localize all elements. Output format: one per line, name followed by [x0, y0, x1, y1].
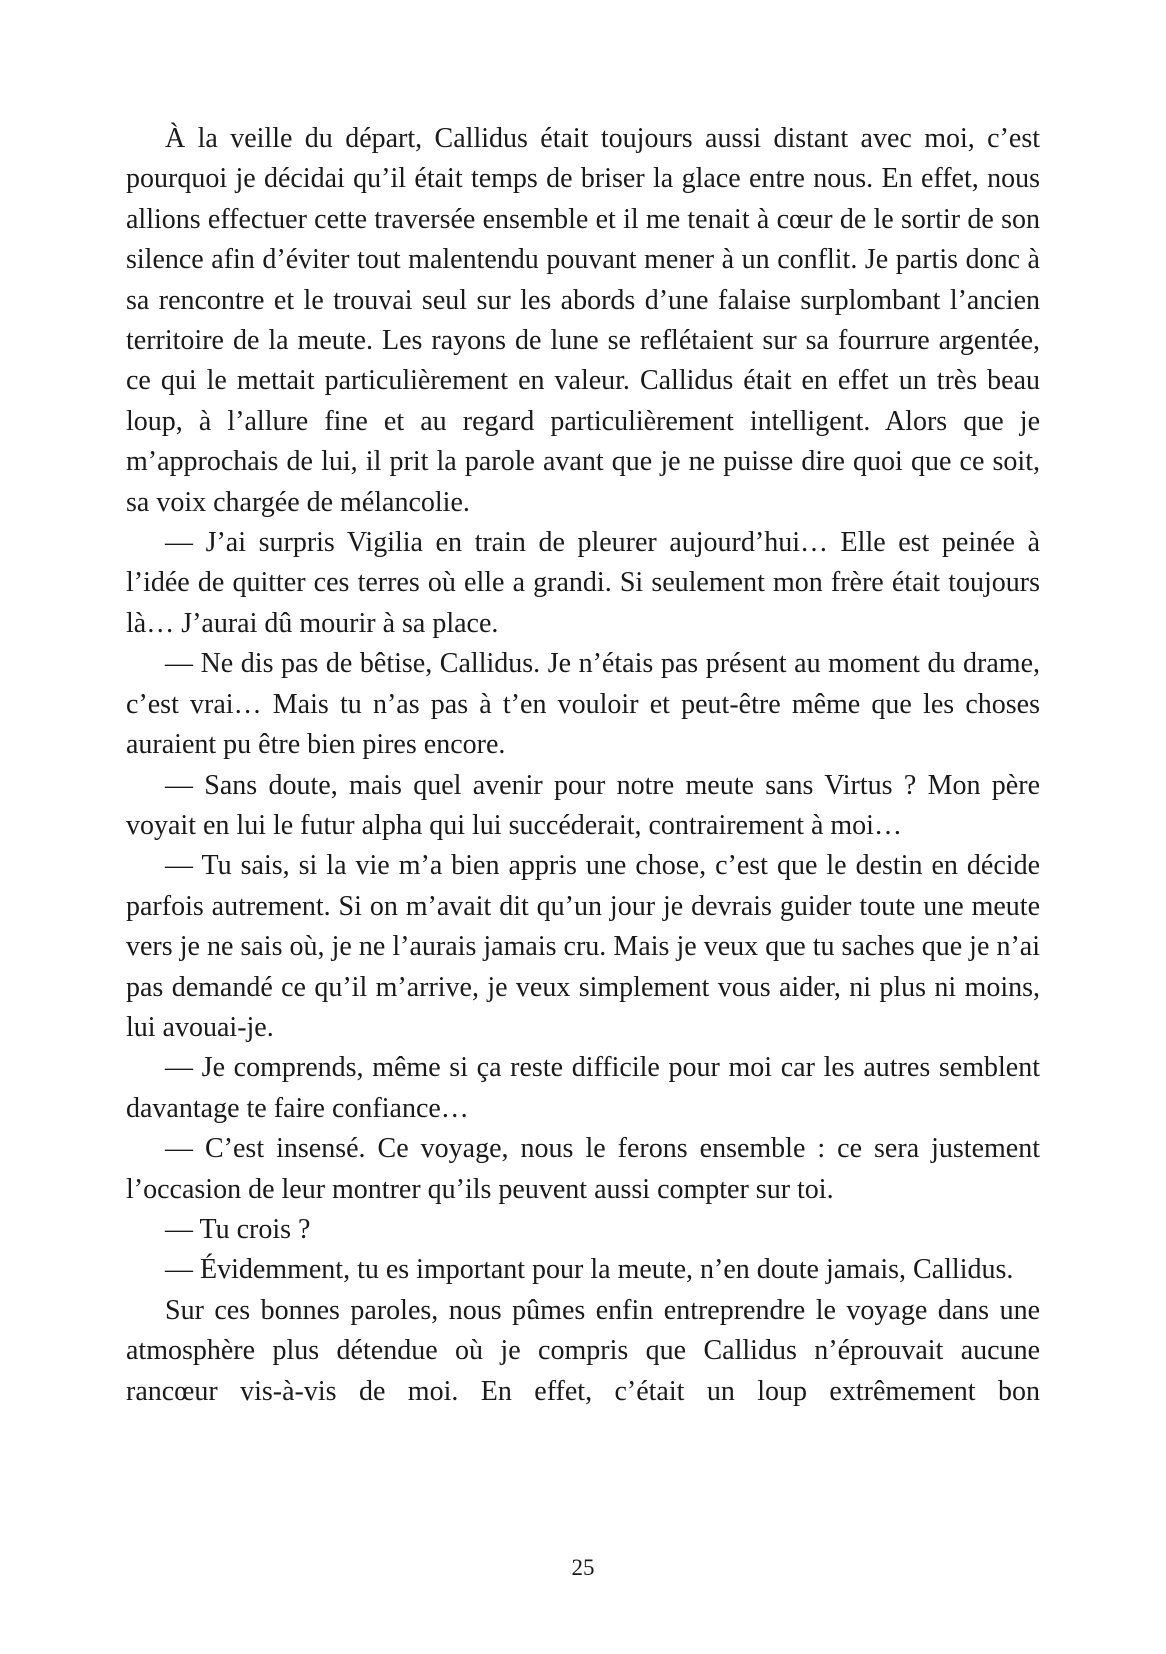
paragraph-10: Sur ces bonnes paroles, nous pûmes enfin entreprendre le voyage dans une atmosphère plus détendue où je compris que Callidus n’éprouvait aucune rancœur vis-à-vis de moi. En effet, c’était un loup extrêmement bon — [126, 1294, 1040, 1407]
paragraph-2: — J’ai surpris Vigilia en train de pleurer aujourd’hui… Elle est peinée à l’idée de quitter ces terres où elle a grandi. Si seulement mon frère était toujours là… J’aurai dû mourir à sa place. — [126, 527, 1040, 639]
paragraph-6: — Je comprends, même si ça reste difficile pour moi car les autres semblent davantage te faire confiance… — [126, 1052, 1040, 1124]
paragraph-7: — C’est insensé. Ce voyage, nous le ferons ensemble : ce sera justement l’occasion de leur montrer qu’ils peuvent aussi compter sur toi. — [126, 1133, 1040, 1205]
page-body-text — [126, 119, 1040, 1412]
paragraph-5: — Tu sais, si la vie m’a bien appris une chose, c’est que le destin en décide parfois autrement. Si on m’avait dit qu’un jour je devrais guider toute une meute vers je ne sais où, je ne l’aurais jamais cru. Mais je veux que tu saches que je n’ai pas demandé ce qu’il m’arrive, je veux simplement vous aider, ni plus ni moins, lui avouai-je. — [126, 850, 1040, 1043]
paragraph-3: — Ne dis pas de bêtise, Callidus. Je n’étais pas présent au moment du drame, c’est vrai… Mais tu n’as pas à t’en vouloir et peut-être même que les choses auraient pu être bien pires encore. — [126, 648, 1040, 761]
paragraph-4: — Sans doute, mais quel avenir pour notre meute sans Virtus ? Mon père voyait en lui le futur alpha qui lui succéderait, contrairement à moi… — [126, 769, 1040, 841]
paragraph-1: À la veille du départ, Callidus était toujours aussi distant avec moi, c’est pourquoi je décidai qu’il était temps de briser la glace entre nous. En effet, nous allions effectuer cette traversée ensemble et il me tenait à cœur de le sortir de son silence afin d’éviter tout malentendu pouvant mener à un conflit. Je partis donc à sa rencontre et le trouvai seul sur les abords d’une falaise surplombant l’ancien territoire de la meute. Les rayons de lune se reflétaient sur sa fourrure argentée, ce qui le mettait particulièrement en valeur. Callidus était en effet un très beau loup, à l’allure fine et au regard particulièrement intelligent. Alors que je m’approchais de lui, il prit la parole avant que je ne puisse dire quoi que ce soit, sa voix chargée de mélancolie. — [126, 123, 1040, 518]
page-number: 25 — [571, 1555, 595, 1580]
paragraph-9: — Évidemment, tu es important pour la meute, n’en doute jamais, Callidus. — [165, 1254, 1014, 1286]
paragraph-8: — Tu crois ? — [165, 1213, 311, 1245]
